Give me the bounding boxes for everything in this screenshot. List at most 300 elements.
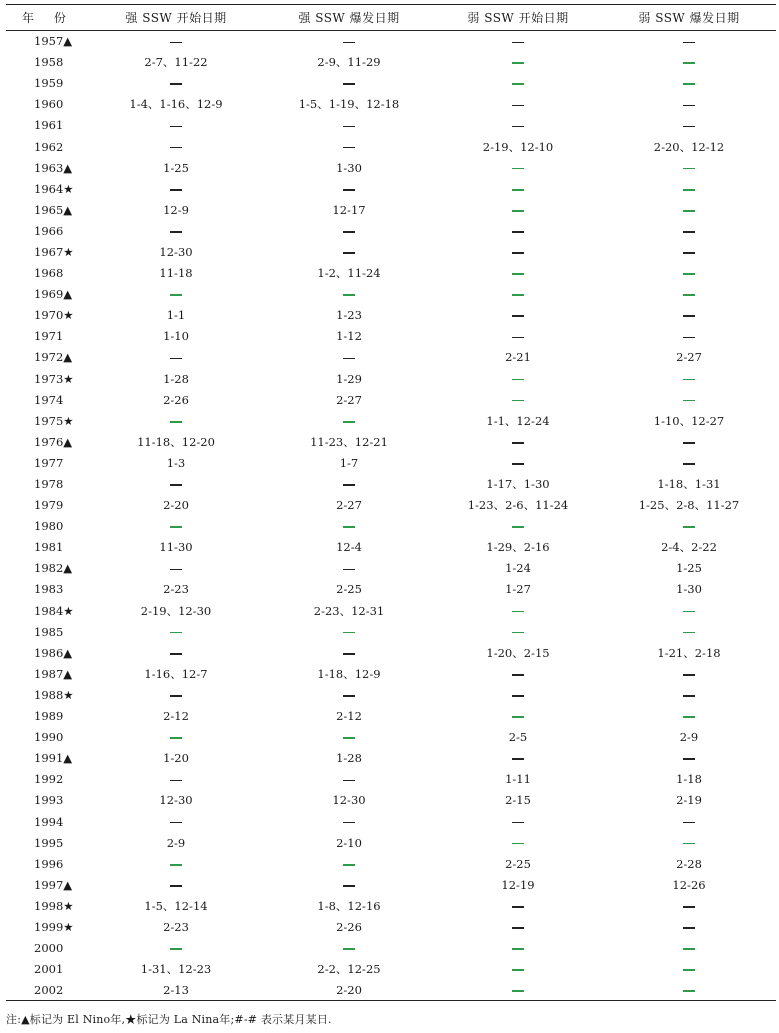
table-row — [6, 832, 776, 853]
empty-dash — [512, 990, 524, 992]
strong-start-cell — [88, 178, 264, 199]
year-cell: 1994 — [34, 814, 64, 829]
table-row — [6, 621, 776, 642]
empty-dash — [683, 822, 695, 824]
empty-dash — [170, 948, 182, 950]
table-header — [6, 5, 776, 31]
strong-start-cell: 2-23 — [163, 919, 189, 934]
empty-dash — [343, 569, 355, 571]
empty-dash — [343, 737, 355, 739]
table-row — [6, 769, 776, 790]
empty-dash — [683, 463, 695, 465]
strong-burst-cell — [264, 115, 434, 136]
empty-dash — [683, 632, 695, 634]
weak-burst-cell — [602, 284, 776, 305]
empty-dash — [343, 421, 355, 423]
year-cell: 1973★ — [34, 371, 74, 386]
weak-burst-cell: 2-20、12-12 — [653, 139, 725, 154]
empty-dash — [170, 780, 182, 782]
weak-start-cell — [434, 284, 602, 305]
table-row — [6, 980, 776, 1001]
strong-start-cell: 2-9 — [166, 835, 186, 850]
weak-burst-cell — [602, 389, 776, 410]
strong-burst-cell: 1-7 — [339, 455, 359, 470]
weak-start-cell — [434, 748, 602, 769]
weak-burst-cell — [602, 748, 776, 769]
strong-start-cell — [88, 811, 264, 832]
strong-start-cell: 2-19、12-30 — [140, 603, 212, 618]
year-cell: 1984★ — [34, 603, 74, 618]
year-cell: 1959 — [34, 76, 64, 91]
strong-burst-cell: 1-12 — [336, 329, 362, 344]
strong-start-cell — [88, 410, 264, 431]
weak-burst-cell — [602, 895, 776, 916]
empty-dash — [512, 400, 524, 402]
strong-burst-cell: 1-23 — [336, 308, 362, 323]
year-cell: 1961 — [34, 118, 64, 133]
empty-dash — [170, 189, 182, 191]
weak-start-cell — [434, 811, 602, 832]
weak-start-cell — [434, 220, 602, 241]
strong-burst-cell: 12-30 — [332, 793, 366, 808]
header-weak-burst: 弱 SSW 爆发日期 — [602, 5, 776, 31]
table-row — [6, 410, 776, 431]
strong-burst-cell: 1-28 — [336, 751, 362, 766]
empty-dash — [170, 484, 182, 486]
table-row — [6, 136, 776, 157]
strong-start-cell: 12-30 — [159, 244, 193, 259]
table-row — [6, 684, 776, 705]
strong-burst-cell: 2-20 — [264, 980, 434, 1001]
year-cell: 1995 — [34, 835, 64, 850]
empty-dash — [683, 62, 695, 64]
weak-burst-cell — [602, 115, 776, 136]
weak-start-cell — [434, 31, 602, 52]
year-cell: 1983 — [34, 582, 64, 597]
empty-dash — [683, 400, 695, 402]
empty-dash — [683, 927, 695, 929]
empty-dash — [512, 632, 524, 634]
table-row — [6, 874, 776, 895]
weak-burst-cell — [602, 178, 776, 199]
empty-dash — [170, 632, 182, 634]
table-row — [6, 263, 776, 284]
strong-burst-cell: 2-25 — [336, 582, 362, 597]
empty-dash — [170, 526, 182, 528]
weak-start-cell — [434, 73, 602, 94]
empty-dash — [683, 126, 695, 128]
strong-burst-cell — [264, 558, 434, 579]
strong-start-cell: 1-20 — [163, 751, 189, 766]
table-row — [6, 916, 776, 937]
empty-dash — [170, 83, 182, 85]
table-row — [6, 938, 776, 959]
weak-start-cell: 1-27 — [505, 582, 531, 597]
strong-burst-cell — [264, 621, 434, 642]
empty-dash — [170, 864, 182, 866]
table-row — [6, 959, 776, 980]
empty-dash — [683, 990, 695, 992]
empty-dash — [683, 315, 695, 317]
empty-dash — [512, 252, 524, 254]
strong-burst-cell — [264, 853, 434, 874]
strong-burst-cell: 2-10 — [336, 835, 362, 850]
empty-dash — [343, 948, 355, 950]
empty-dash — [170, 737, 182, 739]
weak-burst-cell — [602, 516, 776, 537]
weak-start-cell — [434, 706, 602, 727]
table-row — [6, 895, 776, 916]
empty-dash — [512, 948, 524, 950]
header-year: 年 份 — [6, 5, 88, 31]
table-row — [6, 516, 776, 537]
table-row — [6, 642, 776, 663]
weak-start-cell — [434, 199, 602, 220]
empty-dash — [512, 695, 524, 697]
empty-dash — [512, 105, 524, 107]
strong-burst-cell — [264, 220, 434, 241]
header-row — [6, 5, 776, 31]
empty-dash — [683, 379, 695, 381]
year-cell: 1979 — [34, 498, 64, 513]
weak-start-cell — [434, 389, 602, 410]
weak-start-cell: 1-29、2-16 — [486, 540, 550, 555]
strong-start-cell — [88, 516, 264, 537]
empty-dash — [512, 758, 524, 760]
table-row — [6, 790, 776, 811]
weak-burst-cell — [602, 220, 776, 241]
weak-burst-cell — [602, 959, 776, 980]
weak-burst-cell — [602, 684, 776, 705]
weak-burst-cell: 12-26 — [672, 877, 706, 892]
empty-dash — [683, 337, 695, 339]
weak-start-cell — [434, 916, 602, 937]
empty-dash — [683, 969, 695, 971]
empty-dash — [343, 189, 355, 191]
empty-dash — [512, 189, 524, 191]
empty-dash — [683, 252, 695, 254]
strong-start-cell: 2-23 — [163, 582, 189, 597]
weak-start-cell: 1-11 — [505, 772, 531, 787]
weak-burst-cell: 2-19 — [676, 793, 702, 808]
table-row — [6, 748, 776, 769]
strong-start-cell: 2-13 — [88, 980, 264, 1001]
table-row — [6, 389, 776, 410]
year-cell: 1970★ — [34, 308, 74, 323]
empty-dash — [343, 358, 355, 360]
weak-start-cell: 1-1、12-24 — [486, 413, 550, 428]
empty-dash — [512, 231, 524, 233]
empty-dash — [343, 484, 355, 486]
strong-burst-cell — [264, 241, 434, 262]
weak-burst-cell — [602, 241, 776, 262]
strong-start-cell: 1-3 — [166, 455, 186, 470]
strong-burst-cell — [264, 31, 434, 52]
strong-burst-cell — [264, 874, 434, 895]
empty-dash — [343, 885, 355, 887]
weak-burst-cell — [602, 916, 776, 937]
weak-start-cell — [434, 52, 602, 73]
table-row — [6, 853, 776, 874]
table-row — [6, 347, 776, 368]
year-cell: 1996 — [34, 856, 64, 871]
strong-start-cell: 12-9 — [163, 202, 189, 217]
empty-dash — [683, 442, 695, 444]
strong-start-cell: 1-1 — [166, 308, 186, 323]
strong-burst-cell: 2-12 — [336, 709, 362, 724]
weak-start-cell — [434, 663, 602, 684]
year-cell: 1980 — [34, 519, 64, 534]
strong-burst-cell — [264, 473, 434, 494]
empty-dash — [512, 927, 524, 929]
empty-dash — [512, 126, 524, 128]
empty-dash — [343, 126, 355, 128]
year-cell: 1972▲ — [34, 350, 73, 365]
weak-burst-cell — [602, 326, 776, 347]
strong-burst-cell: 11-23、12-21 — [310, 434, 388, 449]
weak-start-cell — [434, 980, 602, 1001]
weak-burst-cell: 1-10、12-27 — [653, 413, 725, 428]
year-cell: 1986▲ — [34, 645, 73, 660]
year-cell: 1987▲ — [34, 666, 73, 681]
empty-dash — [683, 210, 695, 212]
strong-burst-cell — [264, 684, 434, 705]
strong-start-cell — [88, 621, 264, 642]
strong-start-cell — [88, 220, 264, 241]
empty-dash — [683, 716, 695, 718]
empty-dash — [683, 294, 695, 296]
strong-burst-cell: 1-30 — [336, 160, 362, 175]
weak-burst-cell — [602, 980, 776, 1001]
weak-start-cell: 1-20、2-15 — [486, 645, 550, 660]
weak-burst-cell — [602, 811, 776, 832]
weak-burst-cell — [602, 368, 776, 389]
table-row — [6, 326, 776, 347]
weak-burst-cell — [602, 157, 776, 178]
weak-start-cell — [434, 94, 602, 115]
empty-dash — [683, 83, 695, 85]
weak-start-cell — [434, 895, 602, 916]
year-cell: 1966 — [34, 223, 64, 238]
strong-start-cell: 1-4、1-16、12-9 — [129, 97, 223, 112]
empty-dash — [512, 463, 524, 465]
empty-dash — [683, 611, 695, 613]
empty-dash — [343, 83, 355, 85]
empty-dash — [512, 273, 524, 275]
weak-burst-cell — [602, 52, 776, 73]
empty-dash — [683, 105, 695, 107]
strong-burst-cell — [264, 811, 434, 832]
strong-start-cell — [88, 727, 264, 748]
strong-start-cell: 11-18、12-20 — [137, 434, 215, 449]
strong-burst-cell: 1-8、12-16 — [317, 898, 381, 913]
weak-burst-cell: 2-28 — [676, 856, 702, 871]
empty-dash — [512, 716, 524, 718]
strong-burst-cell: 1-5、1-19、12-18 — [298, 97, 400, 112]
strong-start-cell — [88, 558, 264, 579]
empty-dash — [683, 42, 695, 44]
weak-burst-cell — [602, 706, 776, 727]
table-row — [6, 811, 776, 832]
table-row — [6, 727, 776, 748]
weak-burst-cell — [602, 263, 776, 284]
strong-start-cell: 11-18 — [159, 266, 193, 281]
year-cell: 1957▲ — [34, 34, 73, 49]
weak-start-cell — [434, 241, 602, 262]
empty-dash — [683, 758, 695, 760]
strong-burst-cell — [264, 727, 434, 748]
year-cell: 1963▲ — [34, 160, 73, 175]
strong-start-cell — [88, 115, 264, 136]
table-row — [6, 579, 776, 600]
weak-start-cell — [434, 178, 602, 199]
weak-start-cell: 12-19 — [501, 877, 535, 892]
table-row — [6, 220, 776, 241]
weak-start-cell: 2-5 — [508, 730, 528, 745]
strong-burst-cell — [264, 516, 434, 537]
year-cell: 1976▲ — [34, 434, 73, 449]
empty-dash — [343, 632, 355, 634]
empty-dash — [683, 231, 695, 233]
empty-dash — [170, 294, 182, 296]
weak-burst-cell — [602, 94, 776, 115]
empty-dash — [170, 569, 182, 571]
weak-start-cell — [434, 326, 602, 347]
weak-burst-cell — [602, 832, 776, 853]
table-row — [6, 473, 776, 494]
table-row — [6, 73, 776, 94]
year-cell: 1991▲ — [34, 751, 73, 766]
empty-dash — [343, 147, 355, 149]
weak-burst-cell: 1-30 — [676, 582, 702, 597]
weak-start-cell: 2-19、12-10 — [482, 139, 554, 154]
empty-dash — [683, 948, 695, 950]
weak-start-cell — [434, 621, 602, 642]
empty-dash — [512, 442, 524, 444]
header-weak-start: 弱 SSW 开始日期 — [434, 5, 602, 31]
strong-start-cell: 2-26 — [163, 392, 189, 407]
weak-start-cell: 1-17、1-30 — [486, 477, 550, 492]
weak-start-cell: 2-15 — [505, 793, 531, 808]
weak-start-cell — [434, 684, 602, 705]
strong-start-cell — [88, 853, 264, 874]
table-row — [6, 431, 776, 452]
strong-start-cell — [88, 473, 264, 494]
strong-start-cell: 12-30 — [159, 793, 193, 808]
empty-dash — [343, 780, 355, 782]
weak-start-cell: 1-24 — [505, 561, 531, 576]
empty-dash — [343, 822, 355, 824]
empty-dash — [683, 273, 695, 275]
empty-dash — [512, 526, 524, 528]
table-row — [6, 495, 776, 516]
strong-start-cell: 2-7、11-22 — [144, 55, 208, 70]
year-cell: 2000 — [34, 941, 64, 956]
strong-start-cell — [88, 684, 264, 705]
weak-start-cell — [434, 305, 602, 326]
empty-dash — [512, 294, 524, 296]
year-cell: 1992 — [34, 772, 64, 787]
weak-start-cell — [434, 157, 602, 178]
weak-burst-cell — [602, 452, 776, 473]
strong-start-cell — [88, 769, 264, 790]
empty-dash — [512, 62, 524, 64]
strong-start-cell — [88, 31, 264, 52]
strong-burst-cell: 2-9、11-29 — [317, 55, 381, 70]
weak-burst-cell: 1-25、2-8、11-27 — [638, 498, 740, 513]
strong-burst-cell: 2-27 — [336, 392, 362, 407]
empty-dash — [683, 906, 695, 908]
year-cell: 1978 — [34, 477, 64, 492]
weak-start-cell — [434, 600, 602, 621]
year-cell: 1999★ — [34, 919, 74, 934]
year-cell: 1997▲ — [34, 877, 73, 892]
strong-burst-cell — [264, 938, 434, 959]
strong-burst-cell: 1-18、12-9 — [317, 666, 381, 681]
table-row — [6, 600, 776, 621]
empty-dash — [512, 611, 524, 613]
year-cell: 1975★ — [34, 413, 74, 428]
weak-start-cell — [434, 959, 602, 980]
strong-burst-cell — [264, 769, 434, 790]
weak-burst-cell — [602, 199, 776, 220]
empty-dash — [343, 294, 355, 296]
empty-dash — [170, 653, 182, 655]
year-cell: 1981 — [34, 540, 64, 555]
strong-burst-cell: 2-2、12-25 — [317, 962, 381, 977]
strong-start-cell: 1-10 — [163, 329, 189, 344]
year-cell: 1993 — [34, 793, 64, 808]
empty-dash — [683, 843, 695, 845]
strong-burst-cell — [264, 347, 434, 368]
empty-dash — [512, 83, 524, 85]
empty-dash — [343, 695, 355, 697]
weak-burst-cell — [602, 73, 776, 94]
strong-burst-cell: 1-29 — [336, 371, 362, 386]
weak-start-cell: 2-25 — [505, 856, 531, 871]
strong-burst-cell: 2-27 — [336, 498, 362, 513]
empty-dash — [512, 379, 524, 381]
strong-start-cell: 11-30 — [159, 540, 193, 555]
strong-start-cell — [88, 136, 264, 157]
empty-dash — [343, 252, 355, 254]
empty-dash — [512, 969, 524, 971]
table-row — [6, 305, 776, 326]
strong-start-cell: 1-16、12-7 — [144, 666, 208, 681]
strong-burst-cell — [264, 178, 434, 199]
year-cell: 1958 — [34, 55, 64, 70]
strong-burst-cell: 1-2、11-24 — [317, 266, 381, 281]
year-cell: 1990 — [34, 730, 64, 745]
strong-start-cell — [88, 347, 264, 368]
empty-dash — [683, 168, 695, 170]
table-row — [6, 284, 776, 305]
weak-burst-cell: 2-4、2-22 — [661, 540, 717, 555]
weak-start-cell — [434, 368, 602, 389]
table-row — [6, 115, 776, 136]
empty-dash — [512, 906, 524, 908]
weak-burst-cell: 1-21、2-18 — [657, 645, 721, 660]
weak-start-cell — [434, 263, 602, 284]
table-row — [6, 558, 776, 579]
weak-burst-cell — [602, 431, 776, 452]
strong-burst-cell — [264, 642, 434, 663]
strong-burst-cell — [264, 73, 434, 94]
strong-burst-cell — [264, 410, 434, 431]
table-row — [6, 94, 776, 115]
header-strong-burst: 强 SSW 爆发日期 — [264, 5, 434, 31]
table-row — [6, 241, 776, 262]
